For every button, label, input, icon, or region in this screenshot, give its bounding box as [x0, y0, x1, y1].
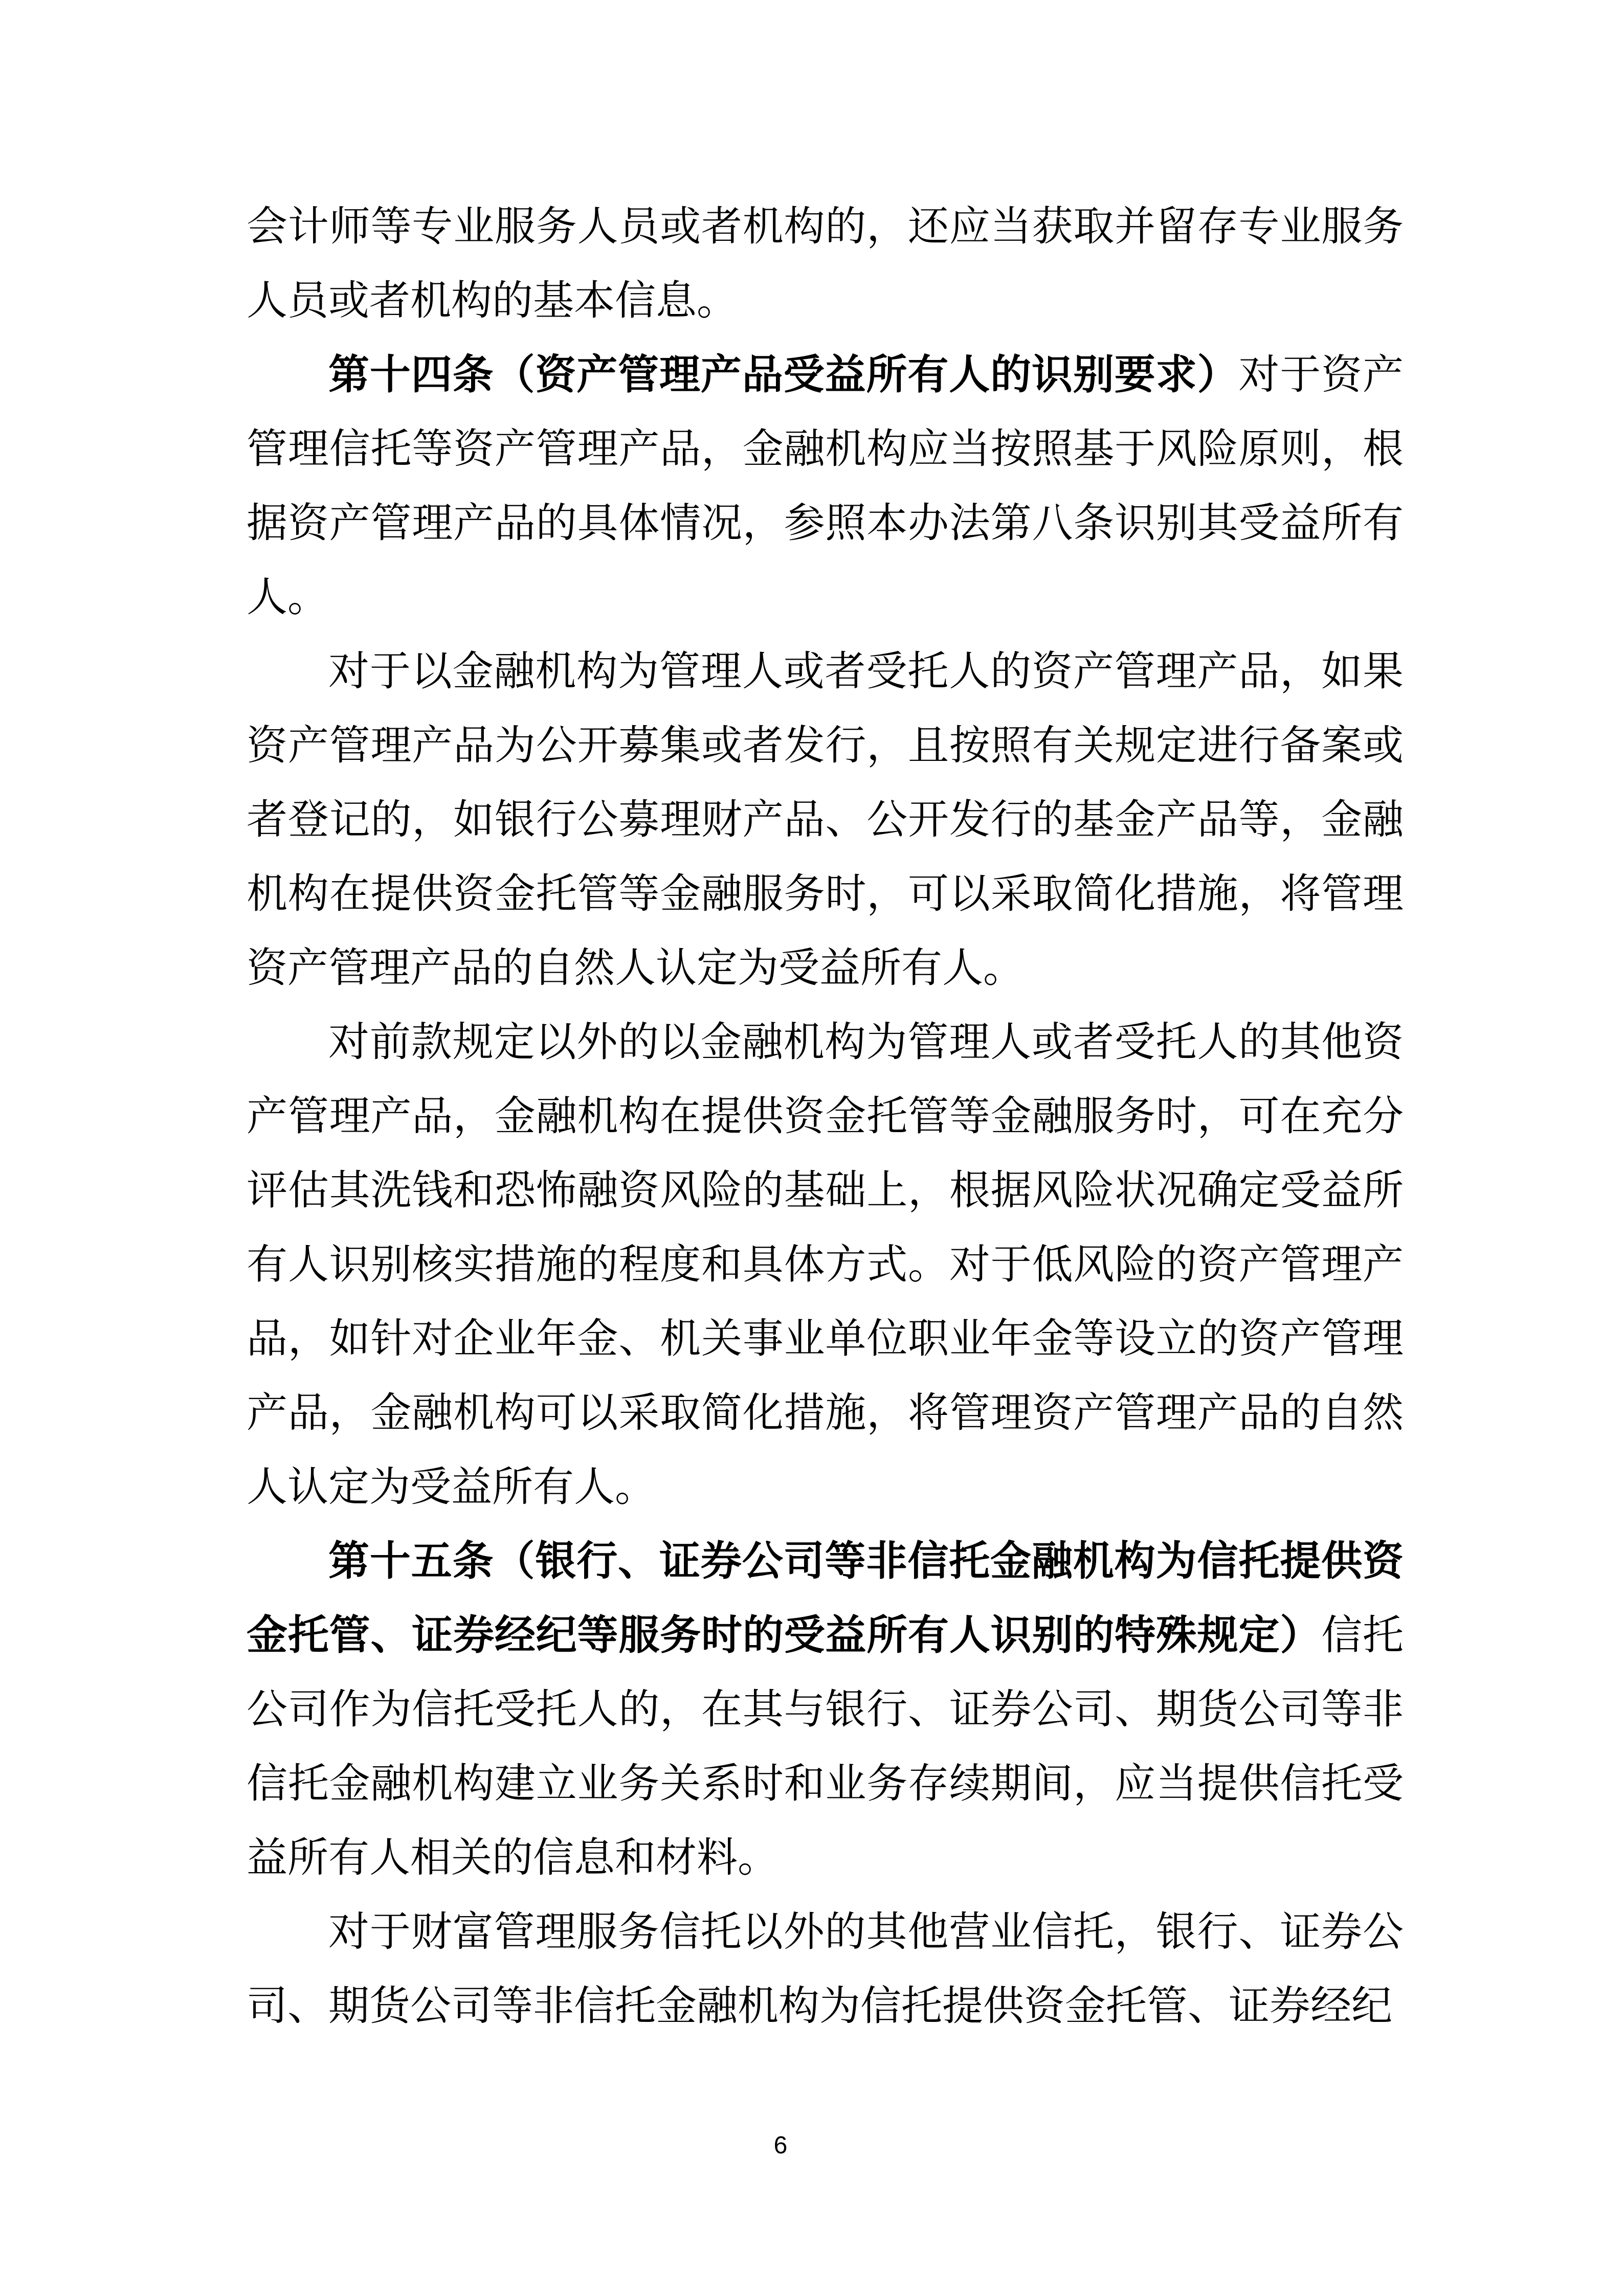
- article-heading: 第十四条（资产管理产品受益所有人的识别要求）: [328, 353, 1239, 398]
- paragraph-article-14: [247, 339, 1404, 635]
- paragraph-article-15: [247, 1525, 1404, 1896]
- paragraph: [247, 1896, 1404, 2044]
- paragraph-text: 对前款规定以外的以金融机构为管理人或者受托人的其他资产管理产品，金融机构在提供资金托管等金融服务时，可在充分评估其洗钱和恐怖融资风险的基础上，根据风险状况确定受益所有人识别核实措施的程度和具体方式。对于低风险的资产管理产品，如针对企业年金、机关事业单位职业年金等设立的资产管理产品，金融机构可以采取简化措施，将管理资产管理产品的自然人认定为受益所有人。: [247, 1020, 1404, 1510]
- paragraph-text: 对于财富管理服务信托以外的其他营业信托，银行、证券公司、期货公司等非信托金融机构为信托提供资金托管、证券经纪: [247, 1910, 1404, 2029]
- paragraph: [247, 190, 1404, 339]
- paragraph-text: 对于以金融机构为管理人或者受托人的资产管理产品，如果资产管理产品为公开募集或者发行，且按照有关规定进行备案或者登记的，如银行公募理财产品、公开发行的基金产品等，金融机构在提供资金托管等金融服务时，可以采取简化措施，将管理资产管理产品的自然人认定为受益所有人。: [247, 649, 1404, 991]
- paragraph-text: 信托公司作为信托受托人的，在其与银行、证券公司、期货公司等非信托金融机构建立业务关系时和业务存续期间，应当提供信托受益所有人相关的信息和材料。: [247, 1613, 1404, 1881]
- paragraph-text: 对于资产管理信托等资产管理产品，金融机构应当按照基于风险原则，根据资产管理产品的具体情况，参照本办法第八条识别其受益所有人。: [247, 353, 1404, 620]
- document-body: [247, 190, 1404, 2044]
- page-number: 6: [773, 2132, 788, 2159]
- paragraph: [247, 1006, 1404, 1525]
- article-heading: 第十五条（银行、证券公司等非信托金融机构为信托提供资金托管、证券经纪等服务时的受益所有人识别的特殊规定）: [247, 1539, 1404, 1658]
- paragraph-text: 会计师等专业服务人员或者机构的，还应当获取并留存专业服务人员或者机构的基本信息。: [247, 205, 1404, 324]
- paragraph: [247, 635, 1404, 1006]
